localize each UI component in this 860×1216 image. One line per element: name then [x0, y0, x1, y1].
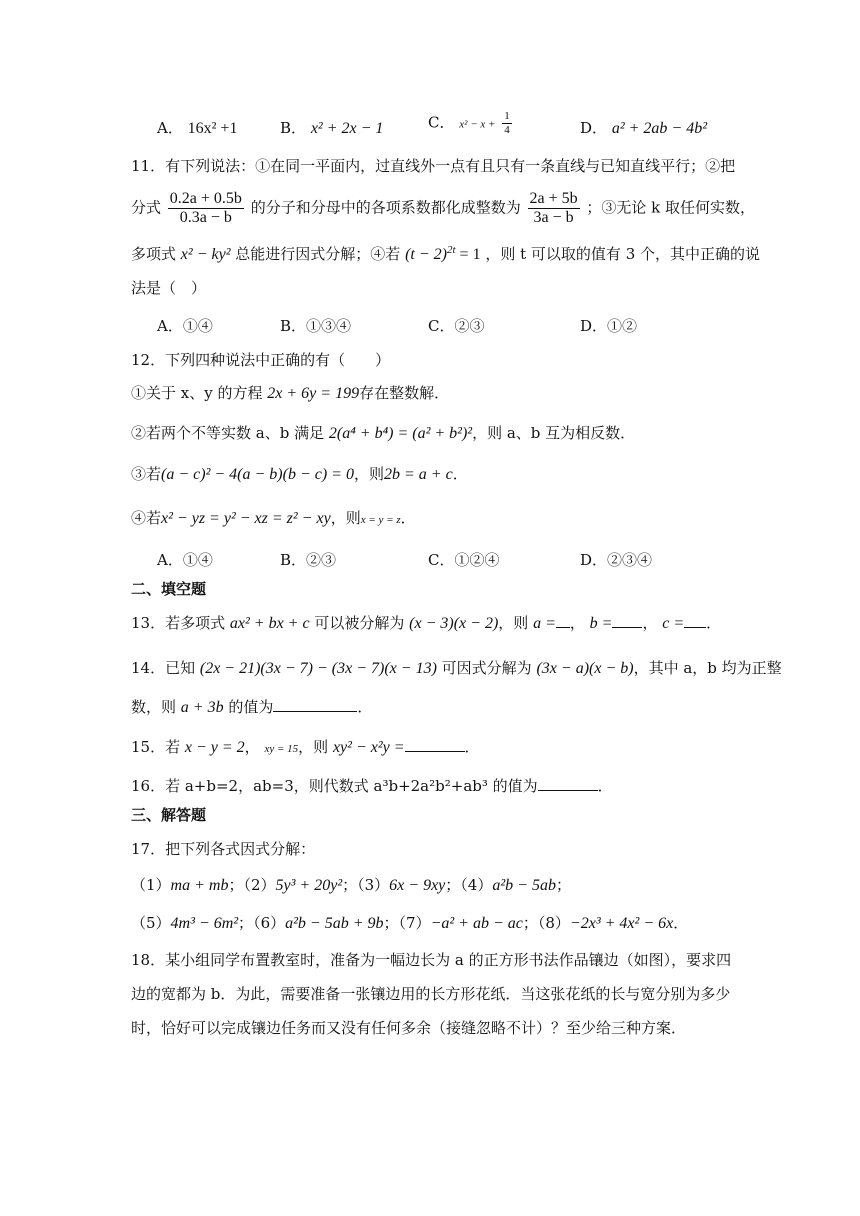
answer-blank[interactable] [273, 697, 357, 712]
q12-option-c[interactable]: C．①②④ [428, 551, 500, 569]
q12-statement-3: ③若(a − c)² − 4(a − b)(b − c) = 0，则2b = a + c． [131, 465, 468, 483]
option-expr: a² + 2ab − 4b² [611, 120, 707, 137]
option-expr: x² − x + [459, 118, 496, 131]
q12-stem: 12．下列四种说法中正确的有（ ） [131, 351, 391, 369]
option-expr: x² + 2x − 1 [310, 120, 384, 137]
q11-line-1: 11．有下列说法：①在同一平面内，过直线外一点有且只有一条直线与已知直线平行；②把 [131, 157, 736, 175]
q11-line-3: 多项式 x² − ky² 总能进行因式分解；④若 $(t - 2)^{2t} = 1$ ，则 t 可以取的值有 3 个，其中正确的说 [131, 244, 761, 263]
q15: 15．若 x − y = 2， xy = 15，则 xy² − x²y = ． [131, 738, 480, 756]
q10-option-b[interactable] [280, 118, 383, 139]
answer-blank[interactable] [405, 737, 465, 752]
q11-option-b[interactable]: B．①③④ [280, 317, 352, 335]
q11-option-d[interactable]: D．①② [580, 317, 638, 335]
q11-fraction-2: $\frac{2a + 5b}{3a - b}$ [529, 190, 578, 226]
option-expr: 16x² +1 [187, 120, 238, 137]
answer-blank-b[interactable] [612, 613, 642, 628]
q10-option-a[interactable] [157, 118, 237, 139]
option-fraction: $\frac{1}{4}$ [504, 110, 510, 136]
q11-line-4: 法是（ ） [131, 279, 207, 297]
option-label: D． [580, 119, 608, 137]
q12-statement-4: ④若x² − yz = y² − xz = z² − xy，则x = y = z． [131, 509, 416, 527]
q18-line-2: 边的宽都为 b．为此，需要准备一张镶边用的长方形花纸．当这张花纸的长与宽分别为多少 [131, 985, 731, 1003]
q14-line-1: 14．已知 (2x − 21)(3x − 7) − (3x − 7)(x − 13) 可因式分解为 (3x − a)(x − b)，其中 a，b 均为正整 [131, 659, 782, 677]
q12-statement-1: ①关于 x、y 的方程 2x + 6y = 199存在整数解． [131, 384, 450, 402]
q18-line-1: 18．某小组同学布置教室时，准备为一幅边长为 a 的正方形书法作品镶边（如图），要求四 [131, 951, 732, 969]
section-heading-solutions: 三、解答题 [131, 806, 207, 824]
q17-row-1: （1）ma + mb；（2）5y³ + 20y²；（3）6x − 9xy；（4）a²b − 5ab； [131, 876, 571, 894]
option-label: A． [157, 119, 183, 137]
q12-option-b[interactable]: B．②③ [280, 551, 337, 569]
q12-statement-2: ②若两个不等实数 a、b 满足 2(a⁴ + b⁴) = (a² + b²)²，则 a、b 互为相反数． [131, 424, 636, 442]
q12-option-d[interactable]: D．②③④ [580, 551, 653, 569]
answer-blank-a[interactable] [556, 613, 570, 628]
option-label: C． [428, 113, 455, 132]
answer-blank-c[interactable] [684, 613, 706, 628]
q17-stem: 17．把下列各式因式分解： [131, 840, 316, 858]
option-label: B． [280, 119, 307, 137]
answer-blank[interactable] [538, 776, 598, 791]
q13: 13．若多项式 ax² + bx + c 可以被分解为 (x − 3)(x − 2)，则 a = ， b = ， c = ． [131, 614, 722, 632]
section-heading-fill-in: 二、填空题 [131, 580, 207, 598]
q10-option-c[interactable] [428, 110, 514, 137]
q11-line-2: 分式 $\frac{0.2a + 0.5b}{0.3a - b}$ 的分子和分母中的各项系数都化成整数为 $\frac{2a + 5b}{3a - b}$ ；③无论 k 取任何实数， [131, 190, 756, 226]
q11-option-a[interactable]: A．①④ [157, 317, 213, 335]
q16: 16．若 a+b=2，ab=3，则代数式 a³b+2a²b²+ab³ 的值为 ． [131, 777, 613, 795]
q11-fraction-1: $\frac{0.2a + 0.5b}{0.3a - b}$ [169, 190, 242, 226]
q11-option-c[interactable]: C．②③ [428, 317, 485, 335]
q10-option-d[interactable] [580, 118, 707, 139]
q17-row-2: （5）4m³ − 6m²；（6）a²b − 5ab + 9b；（7）−a² + ab − ac；（8）−2x³ + 4x² − 6x． [131, 914, 689, 932]
q18-line-3: 时，恰好可以完成镶边任务而又没有任何多余（接缝忽略不计）？至少给三种方案． [131, 1019, 687, 1037]
q12-option-a[interactable]: A．①④ [157, 551, 213, 569]
q14-line-2: 数，则 a + 3b 的值为 ． [131, 698, 373, 716]
